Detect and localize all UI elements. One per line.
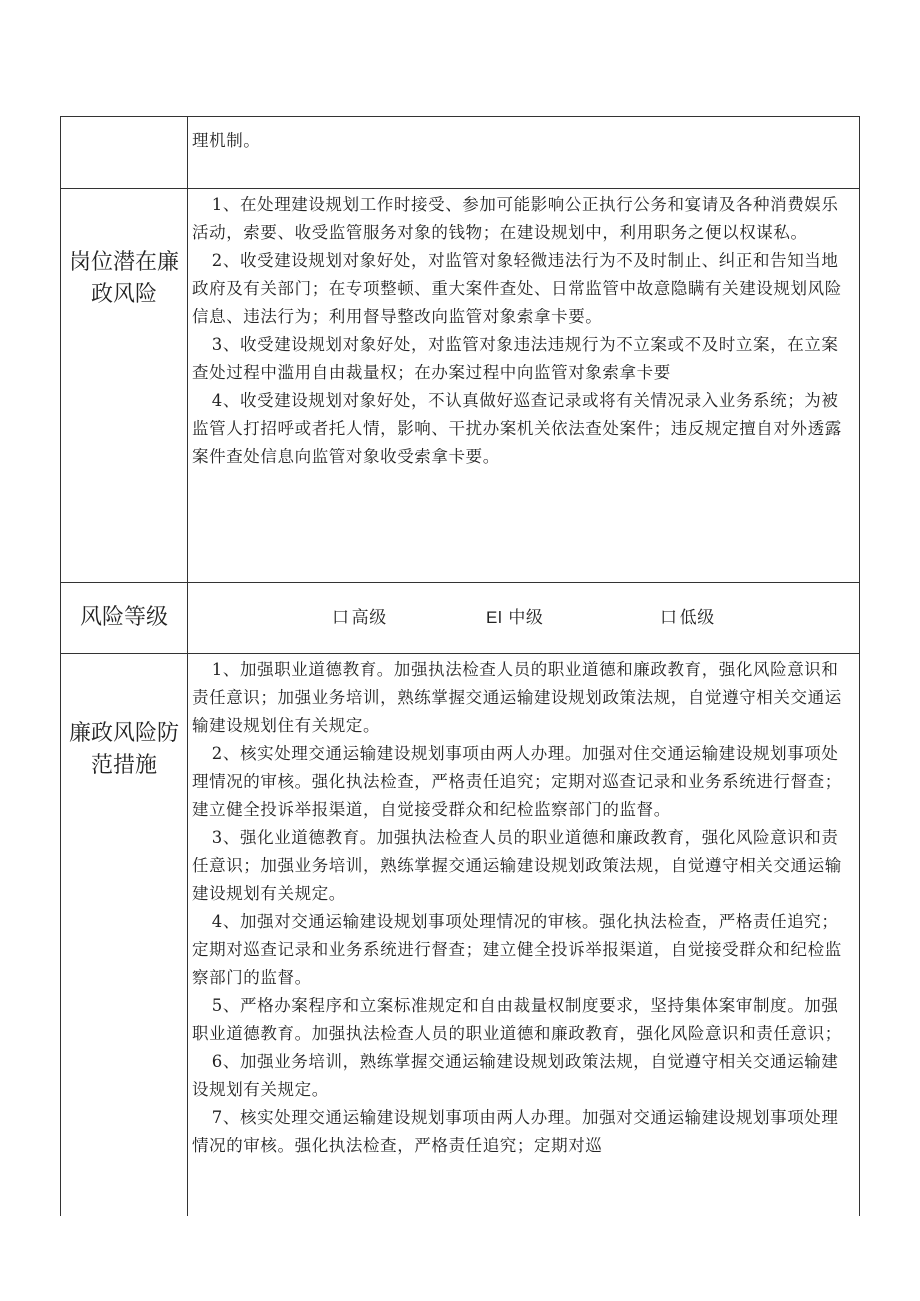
continued-text: 理机制。 <box>192 131 261 150</box>
level-option-text: 低级 <box>679 608 715 628</box>
checkbox-mark: 口 <box>332 608 350 628</box>
level-option-low[interactable] <box>660 583 715 653</box>
measures-paragraph: 5、严格办案程序和立案标准规定和自由裁量权制度要求，坚持集体案审制度。加强职业道德教育。加强执法检查人员的职业道德和廉政教育，强化风险意识和责任意识； <box>192 996 842 1043</box>
measures-paragraph: 6、加强业务培训，熟练掌握交通运输建设规划政策法规，自觉遵守相关交通运输建设规划有关规定。 <box>192 1052 839 1099</box>
risk-paragraph: 3、收受建设规划对象好处，对监管对象违法违规行为不立案或不及时立案，在立案查处过程中滥用自由裁量权；在办案过程中向监管对象索拿卡要 <box>192 335 839 382</box>
measures-paragraph: 3、强化业道德教育。加强执法检查人员的职业道德和廉政教育，强化风险意识和责任意识；加强业务培训，熟练掌握交通运输建设规划政策法规，自觉遵守相关交通运输建设规划有关规定。 <box>192 828 842 903</box>
level-option-text: 高级 <box>351 608 387 628</box>
risk-table <box>60 116 860 1216</box>
risk-paragraph: 1、在处理建设规划工作时接受、参加可能影响公正执行公务和宴请及各种消费娱乐活动，索要、收受监管服务对象的钱物；在建设规划中，利用职务之便以权谋私。 <box>192 195 839 242</box>
checkbox-mark: 口 <box>660 608 678 628</box>
measures-paragraph: 1、加强职业道德教育。加强执法检查人员的职业道德和廉政教育，强化风险意识和责任意识；加强业务培训，熟练掌握交通运输建设规划政策法规，自觉遵守相关交通运输建设规划住有关规定。 <box>192 660 842 735</box>
level-option-text: 中级 <box>508 608 544 628</box>
risk-paragraph: 4、收受建设规划对象好处，不认真做好巡查记录或将有关情况录入业务系统；为被监管人打招呼或者托人情，影响、干扰办案机关依法查处案件；违反规定擅自对外透露案件查处信息向监管对象收受索拿卡要。 <box>192 391 842 466</box>
checkbox-mark: El <box>486 608 503 627</box>
level-option-medium[interactable] <box>486 583 544 653</box>
continued-cell <box>188 117 859 188</box>
measures-paragraph: 2、核实处理交通运输建设规划事项由两人办理。加强对住交通运输建设规划事项处理情况的审核。强化执法检查，严格责任追究；定期对巡查记录和业务系统进行督查；建立健全投诉举报渠道，自觉接受群众和纪检监察部门的监督。 <box>192 744 842 819</box>
measures-content <box>188 654 859 1216</box>
risk-label-line1: 岗位潜在廉 <box>68 250 179 275</box>
table-row-level <box>61 583 859 654</box>
table-row-risk <box>61 189 859 583</box>
measures-label-line1: 廉政风险防 <box>68 721 179 746</box>
measures-label <box>61 654 188 1216</box>
level-label-text: 风险等级 <box>79 605 168 630</box>
level-options <box>188 583 859 653</box>
table-row-continued <box>61 117 859 189</box>
measures-label-line2: 范措施 <box>90 753 157 778</box>
level-label <box>61 583 188 653</box>
risk-label-line2: 政风险 <box>90 282 157 307</box>
table-row-measures <box>61 654 859 1216</box>
measures-paragraph: 4、加强对交通运输建设规划事项处理情况的审核。强化执法检查，严格责任追究；定期对巡查记录和业务系统进行督查；建立健全投诉举报渠道，自觉接受群众和纪检监察部门的监督。 <box>192 912 842 987</box>
risk-paragraph: 2、收受建设规划对象好处，对监管对象轻微违法行为不及时制止、纠正和告知当地政府及有关部门；在专项整顿、重大案件查处、日常监管中故意隐瞒有关建设规划风险信息、违法行为；利用督导整改向监管对象索拿卡要。 <box>192 251 842 326</box>
level-option-high[interactable] <box>332 583 387 653</box>
row-label-empty <box>61 117 188 188</box>
risk-content <box>188 189 859 582</box>
measures-paragraph: 7、核实处理交通运输建设规划事项由两人办理。加强对交通运输建设规划事项处理情况的审核。强化执法检查，严格责任追究；定期对巡 <box>192 1108 839 1155</box>
risk-label <box>61 189 188 582</box>
